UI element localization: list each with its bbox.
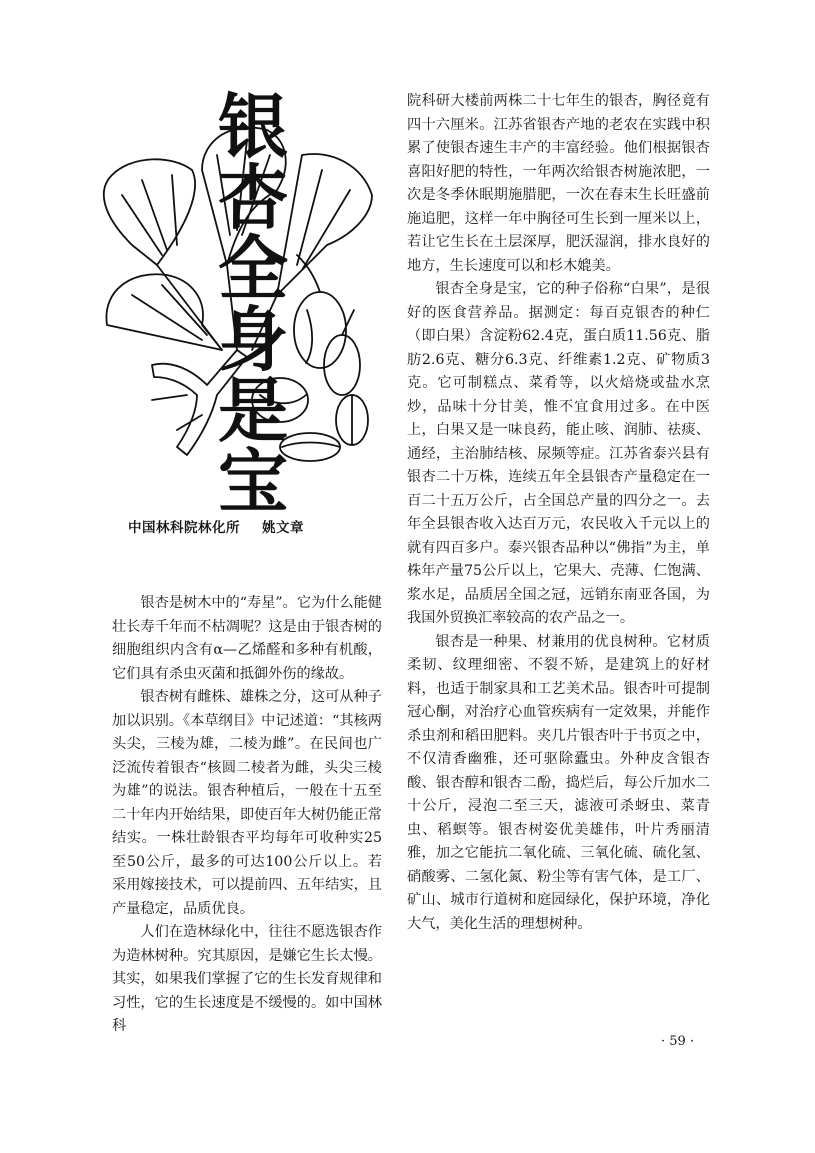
title-char: 身 bbox=[218, 299, 288, 381]
byline-author: 姚文章 bbox=[262, 520, 304, 536]
title-char: 是 bbox=[218, 370, 288, 452]
body-paragraph: 银杏树有雌株、雄株之分，这可从种子加以识别。《本草纲目》中记述道：“其核两头尖，三棱为雄，二棱为雌”。在民间也广泛流传着银杏“核圆二棱者为雌，头尖三棱为雄”的说法。银杏种植后，一般在十五至二十年内开始结果，即使百年大树仍能正常结实。一株壮龄银杏平均每年可收种实25至50公斤，最多的可达100公斤以上。若采用嫁接技术，可以提前四、五年结实，且产量稳定，品质优良。 bbox=[112, 689, 382, 917]
title-char: 宝 bbox=[218, 441, 288, 523]
byline-affiliation: 中国林科院林化所 bbox=[128, 520, 240, 536]
article-title bbox=[214, 86, 292, 523]
body-paragraph: 银杏是树木中的“寿星”。它为什么能健壮长寿千年而不枯凋呢？这是由于银杏树的细胞组织内含有α—乙烯醛和多种有机酸，它们具有杀虫灭菌和抵御外伤的缘故。 bbox=[112, 595, 382, 682]
title-char: 全 bbox=[218, 228, 288, 310]
body-column-right bbox=[407, 90, 710, 936]
body-column-left bbox=[112, 592, 382, 1039]
page-number: · 59 · bbox=[661, 1034, 695, 1049]
body-paragraph: 银杏是一种果、材兼用的优良树种。它材质柔韧、纹理细密、不裂不矫，是建筑上的好材料，也适于制家具和工艺美术品。银杏叶可提制冠心酮，对治疗心血管疾病有一定效果，并能作杀虫剂和稻田肥料。夹几片银杏叶于书页之中，不仅清香幽雅，还可驱除蠹虫。外种皮含银杏酸、银杏醇和银杏二酚，捣烂后，每公斤加水二十公斤，浸泡二至三天，滤液可杀蚜虫、菜青虫、稻螟等。银杏树姿优美雄伟，叶片秀丽清雅，加之它能抗二氧化硫、三氧化硫、硫化氢、硝酸雾、二氢化氮、粉尘等有害气体，是工厂、矿山、城市行道树和庭园绿化，保护环境，净化大气，美化生活的理想树种。 bbox=[407, 633, 710, 932]
byline bbox=[128, 516, 358, 536]
body-paragraph-continued: 院科研大楼前两株二十七年生的银杏，胸径竟有四十六厘米。江苏省银杏产地的老农在实践中积累了使银杏速生丰产的丰富经验。他们根据银杏喜阳好肥的特性，一年两次给银杏树施浓肥，一次是冬季休眠期施腊肥，一次在春末生长旺盛前施追肥，这样一年中胸径可生长到一厘米以上，若让它生长在土层深厚，肥沃湿润，排水良好的地方，生长速度可以和杉木媲美。 bbox=[407, 93, 710, 274]
body-paragraph: 银杏全身是宝，它的种子俗称“白果”，是很好的医食营养品。据测定：每百克银杏的种仁（即白果）含淀粉62.4克，蛋白质11.56克、脂肪2.6克、糖分6.3克、纤维素1.2克、矿物质3克。它可制糕点、菜肴等，以火焙烧或盐水烹炒，品味十分甘美，惟不宜食用过多。在中医上，白果又是一味良药，能止咳、润肺、祛痰、通经，主治肺结核、尿频等症。江苏省泰兴县有银杏二十万株，连续五年全县银杏产量稳定在一百二十五万公斤，占全国总产量的四分之一。去年全县银杏收入达百万元，农民收入千元以上的就有四百多户。泰兴银杏品种以“佛指”为主，单株年产量75公斤以上，它果大、壳薄、仁饱满、浆水足，品质居全国之冠，远销东南亚各国，为我国外贸换汇率较高的农产品之一。 bbox=[407, 281, 710, 626]
title-char: 银 bbox=[218, 86, 288, 168]
title-char: 杏 bbox=[218, 157, 288, 239]
body-paragraph: 人们在造林绿化中，往往不愿选银杏作为造林树种。究其原因，是嫌它生长太慢。其实，如果我们掌握了它的生长发育规律和习性，它的生长速度是不缓慢的。如中国林科 bbox=[112, 924, 382, 1034]
